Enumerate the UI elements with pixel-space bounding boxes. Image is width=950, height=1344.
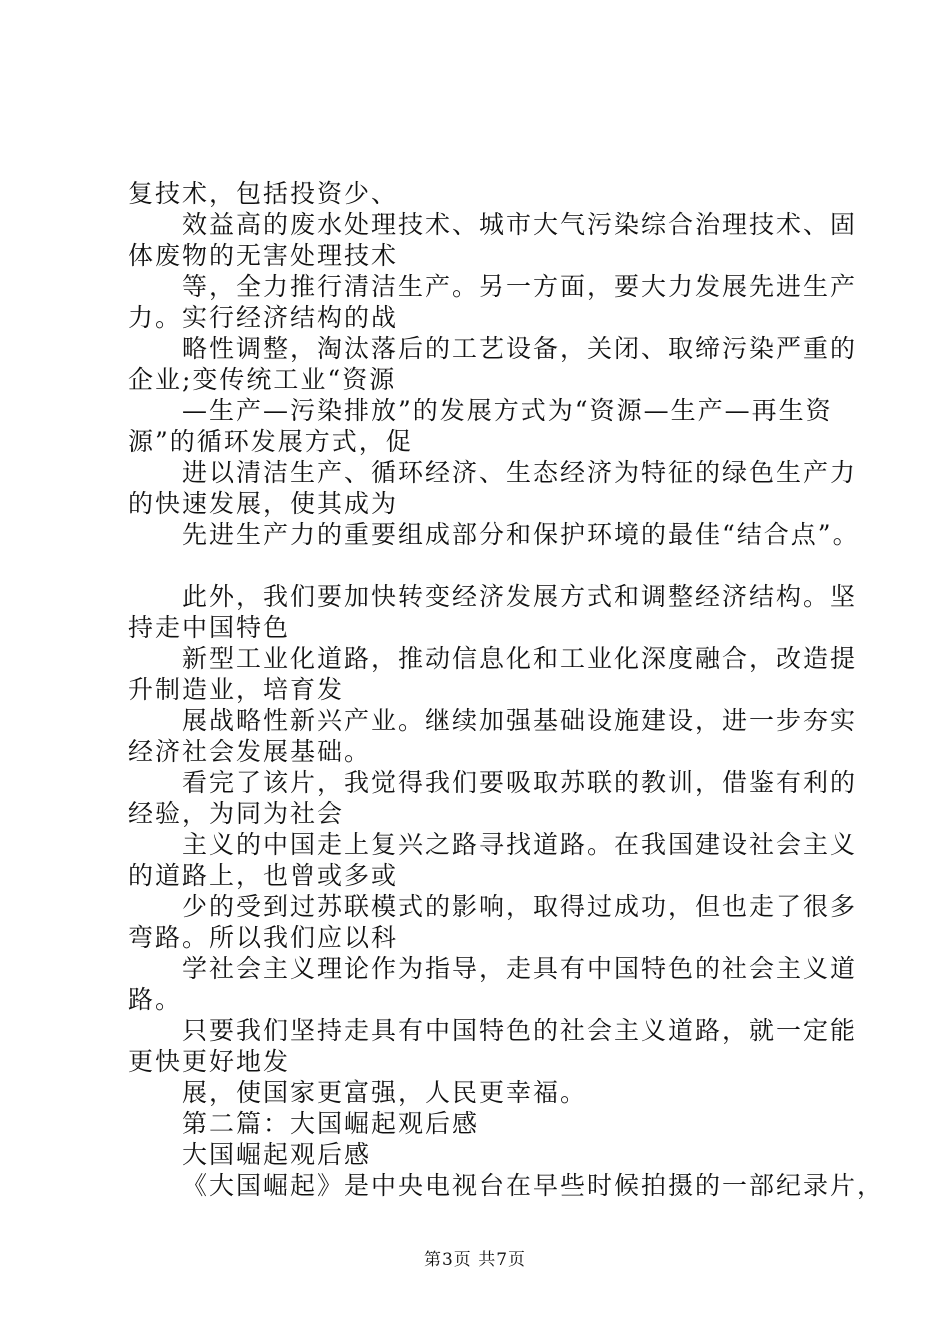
text-line: 升制造业，培育发 xyxy=(128,675,345,704)
text-line: 力。实行经济结构的战 xyxy=(128,303,399,332)
text-line: 路。 xyxy=(128,985,183,1014)
document-body xyxy=(128,178,885,1201)
text-line: 新型工业化道路，推动信息化和工业化深度融合，改造提 xyxy=(182,644,858,673)
text-line: 持走中国特色 xyxy=(128,613,291,642)
text-line: 的快速发展，使其成为 xyxy=(128,489,399,518)
text-line: 源”的循环发展方式，促 xyxy=(128,427,413,456)
page-footer xyxy=(0,1245,950,1270)
page-number-label: 第3页 共7页 xyxy=(423,1250,527,1270)
text-line: 经验，为同为社会 xyxy=(128,799,345,828)
text-line: 复技术，包括投资少、 xyxy=(128,179,399,208)
text-line: 企业;变传统工业“资源 xyxy=(128,365,397,394)
text-line: 主义的中国走上复兴之路寻找道路。在我国建设社会主义 xyxy=(182,830,858,859)
text-line: 体废物的无害处理技术 xyxy=(128,241,399,270)
text-line: 进以清洁生产、循环经济、生态经济为特征的绿色生产力 xyxy=(182,458,858,487)
text-line: 略性调整，淘汰落后的工艺设备，关闭、取缔污染严重的 xyxy=(182,334,858,363)
text-line: 的道路上，也曾或多或 xyxy=(128,861,399,890)
text-line: 学社会主义理论作为指导，走具有中国特色的社会主义道 xyxy=(182,954,858,983)
section-subtitle: 大国崛起观后感 xyxy=(182,1140,372,1169)
body-text xyxy=(128,178,885,1201)
text-line: 弯路。所以我们应以科 xyxy=(128,923,399,952)
text-line: 先进生产力的重要组成部分和保护环境的最佳“结合点”。 xyxy=(182,520,860,549)
text-line: 少的受到过苏联模式的影响，取得过成功，但也走了很多 xyxy=(182,892,858,921)
paragraph-gap xyxy=(128,550,840,581)
text-line: 看完了该片，我觉得我们要吸取苏联的教训，借鉴有利的 xyxy=(182,768,858,797)
text-line: 等，全力推行清洁生产。另一方面，要大力发展先进生产 xyxy=(182,272,858,301)
text-line: 展，使国家更富强，人民更幸福。 xyxy=(182,1078,588,1107)
text-line: —生产—污染排放”的发展方式为“资源—生产—再生资 xyxy=(182,396,833,425)
text-line: 展战略性新兴产业。继续加强基础设施建设，进一步夯实 xyxy=(182,706,858,735)
text-line: 经济社会发展基础。 xyxy=(128,737,372,766)
text-line: 效益高的废水处理技术、城市大气污染综合治理技术、固 xyxy=(182,210,858,239)
section-heading: 第二篇：大国崛起观后感 xyxy=(182,1109,480,1138)
text-line: 只要我们坚持走具有中国特色的社会主义道路，就一定能 xyxy=(182,1016,858,1045)
text-line: 此外，我们要加快转变经济发展方式和调整经济结构。坚 xyxy=(182,582,858,611)
text-line: 更快更好地发 xyxy=(128,1047,291,1076)
text-line: 《大国崛起》是中央电视台在早些时候拍摄的一部纪录片， xyxy=(182,1171,885,1200)
